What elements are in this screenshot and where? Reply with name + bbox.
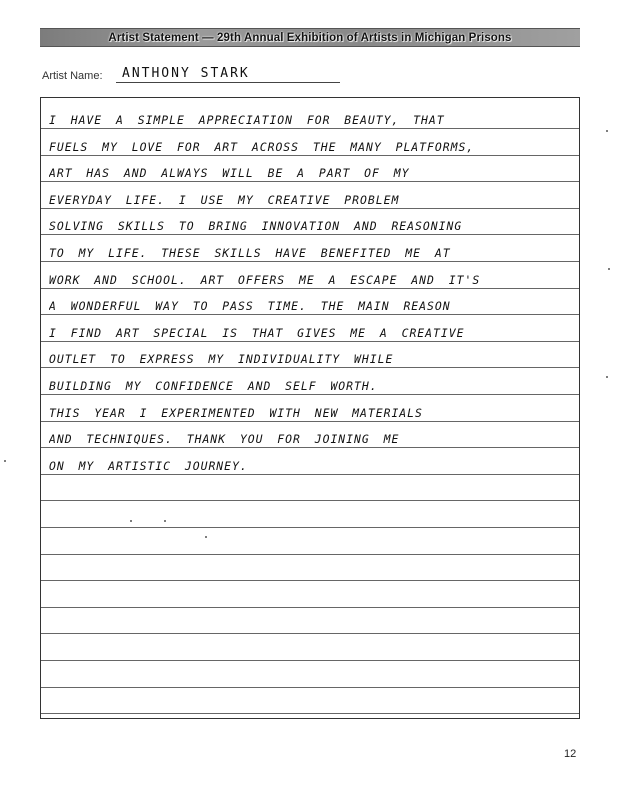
artist-name-row	[42, 66, 342, 86]
margin-mark	[606, 130, 608, 132]
ruled-line	[41, 527, 579, 528]
ruled-line	[41, 367, 579, 368]
ruled-line	[41, 633, 579, 634]
statement-line: OUTLET TO EXPRESS MY INDIVIDUALITY WHILE	[49, 352, 394, 367]
margin-mark	[4, 460, 6, 462]
ruled-line	[41, 660, 579, 661]
statement-line: I FIND ART SPECIAL IS THAT GIVES ME A CREATIVE	[49, 325, 465, 340]
ruled-line	[41, 234, 579, 235]
ruled-line	[41, 181, 579, 182]
ruled-line	[41, 341, 579, 342]
statement-line: TO MY LIFE. THESE SKILLS HAVE BENEFITED ME AT	[49, 246, 451, 260]
ruled-line	[41, 474, 579, 475]
ruled-line	[41, 554, 579, 555]
ruled-line	[41, 580, 579, 581]
statement-sheet	[40, 97, 580, 719]
ruled-line	[41, 128, 579, 129]
statement-line: ART HAS AND ALWAYS WILL BE A PART OF MY	[49, 166, 410, 181]
statement-line: WORK AND SCHOOL. ART OFFERS ME A ESCAPE AND IT'S	[49, 272, 481, 287]
ruled-line	[41, 421, 579, 422]
ruled-line	[41, 314, 579, 315]
stray-mark	[130, 520, 132, 522]
ruled-line	[41, 713, 579, 714]
ruled-line	[41, 687, 579, 688]
ruled-line	[41, 394, 579, 395]
statement-line: I HAVE A SIMPLE APPRECIATION FOR BEAUTY, THAT	[49, 113, 445, 127]
statement-line: A WONDERFUL WAY TO PASS TIME. THE MAIN REASON	[49, 299, 451, 314]
ruled-line	[41, 208, 579, 209]
statement-line: BUILDING MY CONFIDENCE AND SELF WORTH.	[49, 379, 378, 393]
ruled-line	[41, 288, 579, 289]
stray-mark	[205, 536, 207, 538]
ruled-line	[41, 447, 579, 448]
margin-mark	[608, 268, 610, 270]
artist-name-underline	[116, 82, 340, 83]
margin-mark	[606, 376, 608, 378]
ruled-line	[41, 607, 579, 608]
statement-line: FUELS MY LOVE FOR ART ACROSS THE MANY PLATFORMS,	[49, 139, 475, 154]
page-number: 12	[564, 748, 577, 760]
artist-name-value: ANTHONY STARK	[122, 66, 250, 81]
ruled-line	[41, 500, 579, 501]
artist-name-label: Artist Name:	[42, 70, 103, 82]
stray-mark	[164, 520, 166, 522]
statement-line: THIS YEAR I EXPERIMENTED WITH NEW MATERIALS	[49, 405, 423, 420]
ruled-line	[41, 261, 579, 262]
statement-line: ON MY ARTISTIC JOURNEY.	[49, 458, 248, 473]
header-title: Artist Statement — 29th Annual Exhibition of Artists in Michigan Prisons	[108, 31, 512, 44]
statement-line: AND TECHNIQUES. THANK YOU FOR JOINING ME	[49, 432, 400, 447]
statement-line: SOLVING SKILLS TO BRING INNOVATION AND REASONING	[49, 219, 463, 234]
statement-line: EVERYDAY LIFE. I USE MY CREATIVE PROBLEM	[49, 192, 400, 207]
ruled-line	[41, 155, 579, 156]
header-banner	[40, 28, 580, 47]
